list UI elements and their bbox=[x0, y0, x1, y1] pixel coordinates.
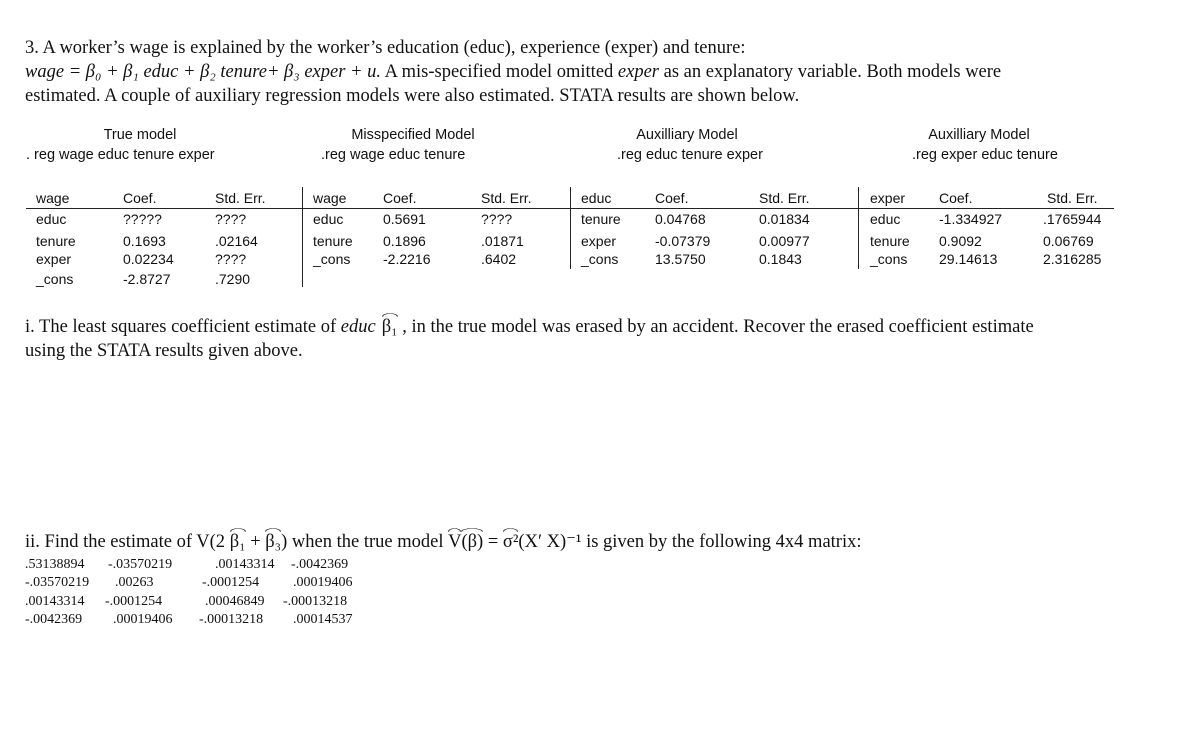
true-model-command: . reg wage educ tenure exper bbox=[26, 147, 215, 163]
question-ii-equals: = bbox=[483, 532, 503, 552]
table-row-var: tenure bbox=[870, 233, 910, 249]
question-i-rest: , in the true model was erased by an accident. Recover the erased coefficient estimate bbox=[397, 317, 1034, 337]
table-header-stderr: Std. Err. bbox=[481, 190, 532, 206]
question-ii-end: is given by the following 4x4 matrix: bbox=[581, 532, 862, 552]
table-header-var: exper bbox=[870, 190, 906, 206]
question-i-line-1 bbox=[25, 315, 1175, 339]
table-row-stderr: .7290 bbox=[215, 271, 251, 287]
misspecified-model-command: .reg wage educ tenure bbox=[321, 147, 466, 163]
xtx-inverse: (X′ X)⁻¹ bbox=[518, 532, 582, 552]
matrix-cell: .00046849 bbox=[205, 594, 265, 609]
table-row-coef: 0.1693 bbox=[123, 233, 166, 249]
table-row-coef: -2.8727 bbox=[123, 271, 171, 287]
table-row-stderr: 0.06769 bbox=[1043, 233, 1094, 249]
table-row-var: _cons bbox=[581, 251, 619, 267]
table-header-coef: Coef. bbox=[939, 190, 973, 206]
question-i-prefix: i. The least squares coefficient estimate of bbox=[25, 317, 341, 337]
v-hat: V bbox=[448, 532, 462, 552]
matrix-cell: -.00013218 bbox=[199, 612, 264, 627]
question-ii-mid: ) when the true model bbox=[281, 532, 449, 552]
table-row-stderr: 2.316285 bbox=[1043, 251, 1102, 267]
beta1-hat: β₁ bbox=[381, 317, 398, 337]
matrix-cell: .00019406 bbox=[113, 612, 173, 627]
problem-line-2 bbox=[25, 60, 1165, 84]
matrix-cell: .00263 bbox=[115, 575, 154, 590]
table-row-stderr: ???? bbox=[215, 251, 247, 267]
misspecified-model-title: Misspecified Model bbox=[351, 127, 475, 143]
table-row-stderr: ???? bbox=[215, 211, 247, 227]
true-model-title: True model bbox=[103, 127, 177, 143]
table-row-stderr: 0.01834 bbox=[759, 211, 810, 227]
table-row-coef: 0.9092 bbox=[939, 233, 982, 249]
equation-rhs: = β₀ + β₁ educ + β₂ tenure+ β₃ exper + u. bbox=[64, 62, 382, 82]
matrix-cell: -.03570219 bbox=[108, 557, 173, 572]
matrix-cell: .00014537 bbox=[293, 612, 353, 627]
table-header-stderr: Std. Err. bbox=[215, 190, 266, 206]
table-row-stderr: 0.1843 bbox=[759, 251, 802, 267]
matrix-cell: .53138894 bbox=[25, 557, 85, 572]
table-divider-2 bbox=[570, 187, 571, 269]
auxiliary-model-1-title: Auxilliary Model bbox=[636, 127, 738, 143]
table-row-stderr: .02164 bbox=[215, 233, 258, 249]
problem-line-3: estimated. A couple of auxiliary regression models were also estimated. STATA results are shown below. bbox=[25, 86, 800, 106]
table-row-coef: 0.5691 bbox=[383, 211, 426, 227]
table-row-var: exper bbox=[581, 233, 617, 249]
table-row-var: tenure bbox=[36, 233, 76, 249]
equation-wage: wage bbox=[25, 62, 65, 82]
table-row-coef: 29.14613 bbox=[939, 251, 998, 267]
table-row-var: educ bbox=[313, 211, 344, 227]
table-row-coef: -0.07379 bbox=[655, 233, 711, 249]
matrix-cell: .00143314 bbox=[215, 557, 275, 572]
table-header-coef: Coef. bbox=[655, 190, 689, 206]
problem-line-2-end: as an explanatory variable. Both models were bbox=[659, 62, 1002, 82]
table-header-stderr: Std. Err. bbox=[1047, 190, 1098, 206]
beta3-hat: β₃ bbox=[265, 532, 282, 552]
matrix-cell: -.0001254 bbox=[105, 594, 163, 609]
table-row-stderr: 0.00977 bbox=[759, 233, 810, 249]
table-row-var: exper bbox=[36, 251, 72, 267]
table-header-var: wage bbox=[313, 190, 347, 206]
table-row-stderr: .1765944 bbox=[1043, 211, 1102, 227]
matrix-cell: -.0042369 bbox=[25, 612, 83, 627]
table-row-var: _cons bbox=[313, 251, 351, 267]
table-row-coef: 0.02234 bbox=[123, 251, 174, 267]
matrix-cell: -.03570219 bbox=[25, 575, 90, 590]
problem-line-2-text: A mis-specified model omitted bbox=[381, 62, 618, 82]
table-row-var: _cons bbox=[36, 271, 74, 287]
matrix-cell: -.0042369 bbox=[291, 557, 349, 572]
beta-hat-vector: (β) bbox=[461, 532, 484, 552]
table-header-var: wage bbox=[36, 190, 70, 206]
question-i-line-2: using the STATA results given above. bbox=[25, 341, 303, 361]
table-row-var: tenure bbox=[581, 211, 621, 227]
question-ii-prefix: ii. Find the estimate of V(2 bbox=[25, 532, 230, 552]
table-row-coef: 0.1896 bbox=[383, 233, 426, 249]
problem-exper: exper bbox=[617, 62, 659, 82]
table-header-stderr: Std. Err. bbox=[759, 190, 810, 206]
matrix-cell: .00019406 bbox=[293, 575, 353, 590]
matrix-cell: -.00013218 bbox=[283, 594, 348, 609]
auxiliary-model-2-command: .reg exper educ tenure bbox=[912, 147, 1058, 163]
table-row-coef: 0.04768 bbox=[655, 211, 706, 227]
table-row-var: educ bbox=[870, 211, 901, 227]
table-header-var: educ bbox=[581, 190, 612, 206]
problem-line-1: 3. A worker’s wage is explained by the worker’s education (educ), experience (exper) and tenure: bbox=[25, 38, 746, 58]
table-row-stderr: .6402 bbox=[481, 251, 517, 267]
matrix-cell: -.0001254 bbox=[202, 575, 260, 590]
table-divider-3 bbox=[858, 187, 859, 269]
table-row-var: _cons bbox=[870, 251, 908, 267]
table-row-coef: ????? bbox=[123, 211, 162, 227]
table-row-stderr: .01871 bbox=[481, 233, 524, 249]
beta1-hat: β₁ bbox=[229, 532, 246, 552]
table-header-coef: Coef. bbox=[123, 190, 157, 206]
table-row-var: tenure bbox=[313, 233, 353, 249]
table-divider-1 bbox=[302, 187, 303, 287]
sigma-squared-hat: σ² bbox=[502, 532, 519, 552]
question-ii-plus: + bbox=[245, 532, 266, 552]
table-row-var: educ bbox=[36, 211, 67, 227]
matrix-cell: .00143314 bbox=[25, 594, 85, 609]
question-ii bbox=[25, 530, 1175, 554]
auxiliary-model-2-title: Auxilliary Model bbox=[928, 127, 1030, 143]
table-row-coef: 13.5750 bbox=[655, 251, 706, 267]
table-row-stderr: ???? bbox=[481, 211, 513, 227]
table-row-coef: -2.2216 bbox=[383, 251, 431, 267]
question-i bbox=[25, 315, 1175, 363]
auxiliary-model-1-command: .reg educ tenure exper bbox=[617, 147, 763, 163]
question-i-educ: educ bbox=[340, 317, 376, 337]
problem-statement bbox=[25, 36, 1165, 108]
table-row-coef: -1.334927 bbox=[939, 211, 1003, 227]
table-header-coef: Coef. bbox=[383, 190, 417, 206]
